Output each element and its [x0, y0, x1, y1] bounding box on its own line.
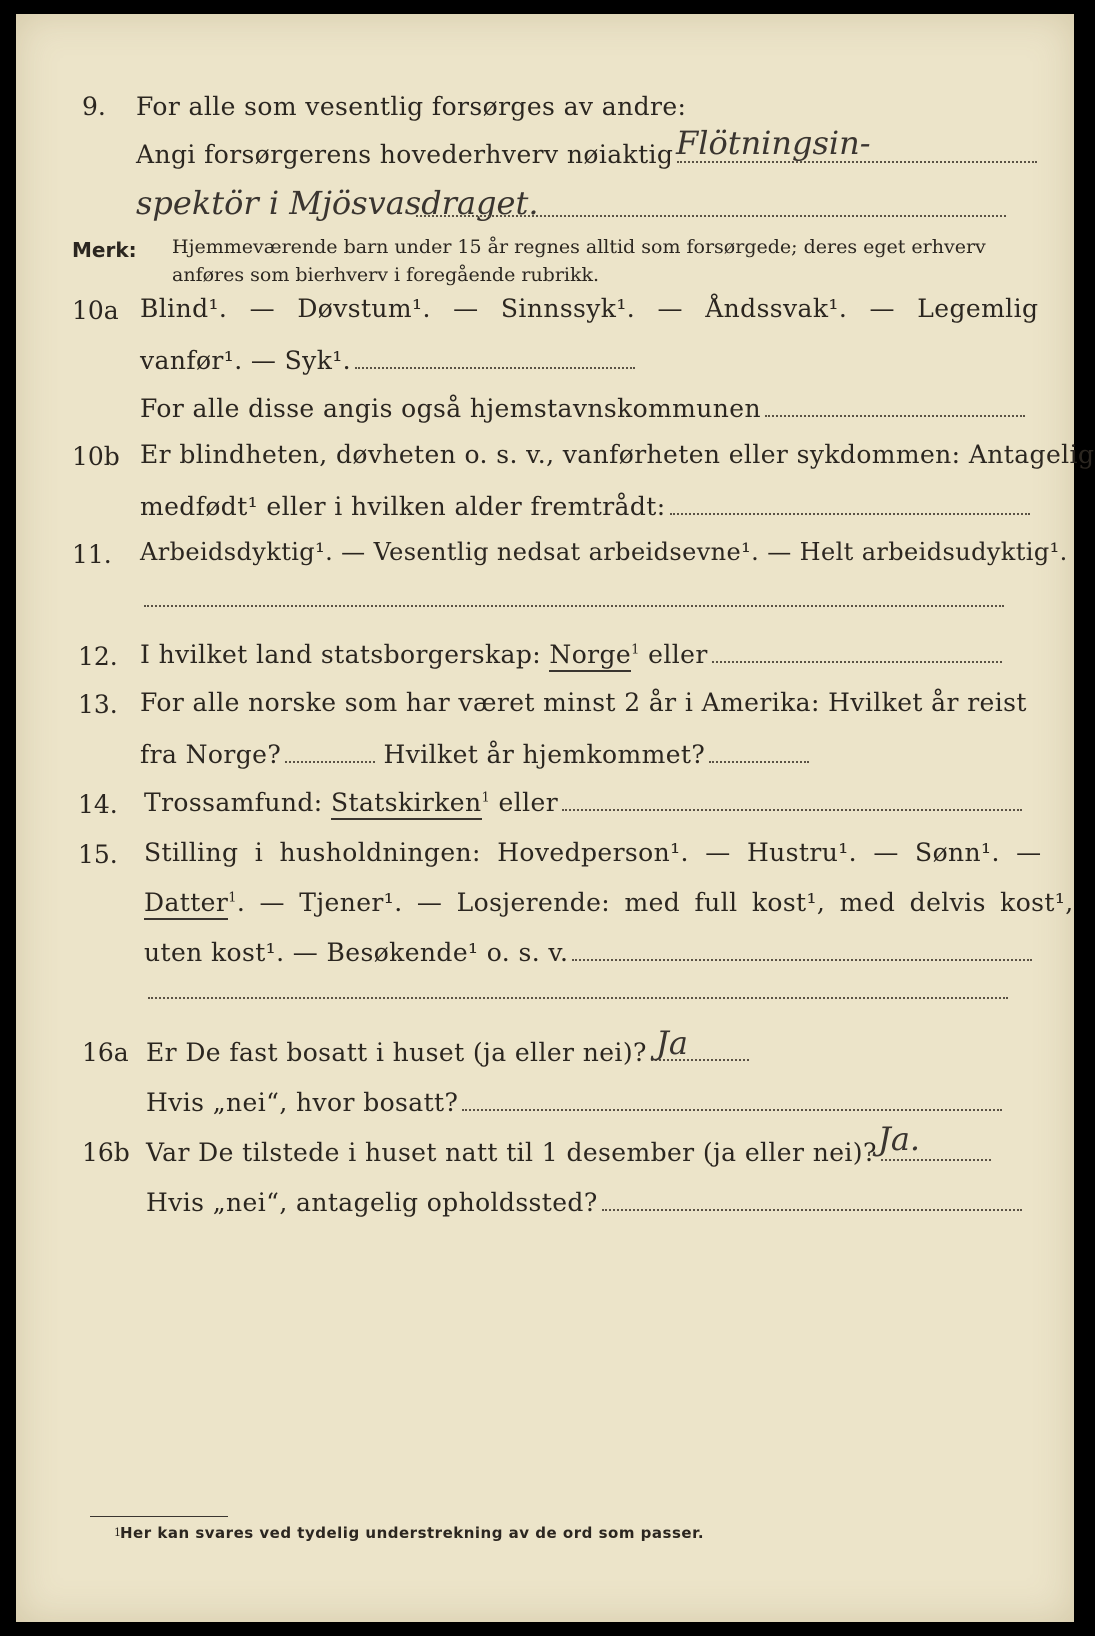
q10a-text-2: vanfør¹. — Syk¹. [140, 346, 635, 375]
q16b-text: Var De tilstede i huset natt til 1 desember (ja eller nei)? [146, 1138, 991, 1167]
q11-answer-line [144, 604, 1004, 607]
q10b-text: Er blindheten, døvheten o. s. v., vanførheten eller sykdommen: Antagelig [140, 440, 1095, 469]
merk-text-2: anføres som bierhverv i foregående rubrikk. [172, 264, 600, 286]
q10b-text-2: medfødt¹ eller i hvilken alder fremtrådt: [140, 492, 1030, 521]
merk-text-1: Hjemmeværende barn under 15 år regnes alltid som forsørgede; deres eget erhverv [172, 236, 986, 258]
q10a-text: Blind¹. — Døvstum¹. — Sinnssyk¹. — Åndssvak¹. — Legemlig [140, 294, 1039, 323]
footnote-rule [90, 1516, 228, 1517]
q10a-text-3: For alle disse angis også hjemstavnskommunen [140, 394, 1025, 423]
q9-handwritten-answer: Flötningsin- [676, 124, 871, 162]
q13-text: For alle norske som har været minst 2 år i Amerika: Hvilket år reist [140, 688, 1027, 717]
q15-number: 15. [78, 840, 118, 869]
q11-number: 11. [72, 540, 112, 569]
q15-text-2: Datter$^1$. — Tjener¹. — Losjerende: med full kost¹, med delvis kost¹, [144, 888, 1074, 917]
q9-text: For alle som vesentlig forsørges av andre: [136, 92, 687, 121]
q14-text: Trossamfund: Statskirken$^1$ eller [144, 788, 1022, 817]
q13-number: 13. [78, 690, 118, 719]
q9-handwritten-answer-2: spektör i Mjösvasdraget. [136, 184, 539, 222]
q16a-text: Er De fast bosatt i huset (ja eller nei)? [146, 1038, 749, 1067]
q9-text-2: Angi forsørgerens hovederhverv nøiaktig [136, 140, 1037, 169]
q12-text: I hvilket land statsborgerskap: Norge$^1$ eller [140, 640, 1002, 669]
q13-text-2: fra Norge? Hvilket år hjemkommet? [140, 740, 809, 769]
footnote-number: 1 [114, 1526, 121, 1539]
q15-text-3: uten kost¹. — Besøkende¹ o. s. v. [144, 938, 1032, 967]
q11-text: Arbeidsdyktig¹. — Vesentlig nedsat arbeidsevne¹. — Helt arbeidsudyktig¹. [140, 538, 1068, 566]
q16a-handwritten-answer: Ja [656, 1024, 688, 1062]
q15-text: Stilling i husholdningen: Hovedperson¹. — Hustru¹. — Sønn¹. — [144, 838, 1042, 867]
q16a-text-2: Hvis „nei“, hvor bosatt? [146, 1088, 1002, 1117]
footnote-text: Her kan svares ved tydelig understrekning av de ord som passer. [120, 1524, 705, 1542]
q15-answer-line [148, 996, 1008, 999]
q12-number: 12. [78, 642, 118, 671]
census-form-page [16, 14, 1095, 1622]
merk-label: Merk: [72, 238, 137, 262]
q14-number: 14. [78, 790, 118, 819]
q16a-number: 16a [82, 1038, 129, 1067]
q16b-handwritten-answer: Ja. [878, 1120, 921, 1158]
q10a-number: 10a [72, 296, 119, 325]
q16b-number: 16b [82, 1138, 130, 1167]
q16b-text-2: Hvis „nei“, antagelig opholdssted? [146, 1188, 1022, 1217]
q10b-number: 10b [72, 442, 120, 471]
q9-number: 9. [82, 92, 106, 121]
q9-answer-line [416, 214, 1006, 217]
